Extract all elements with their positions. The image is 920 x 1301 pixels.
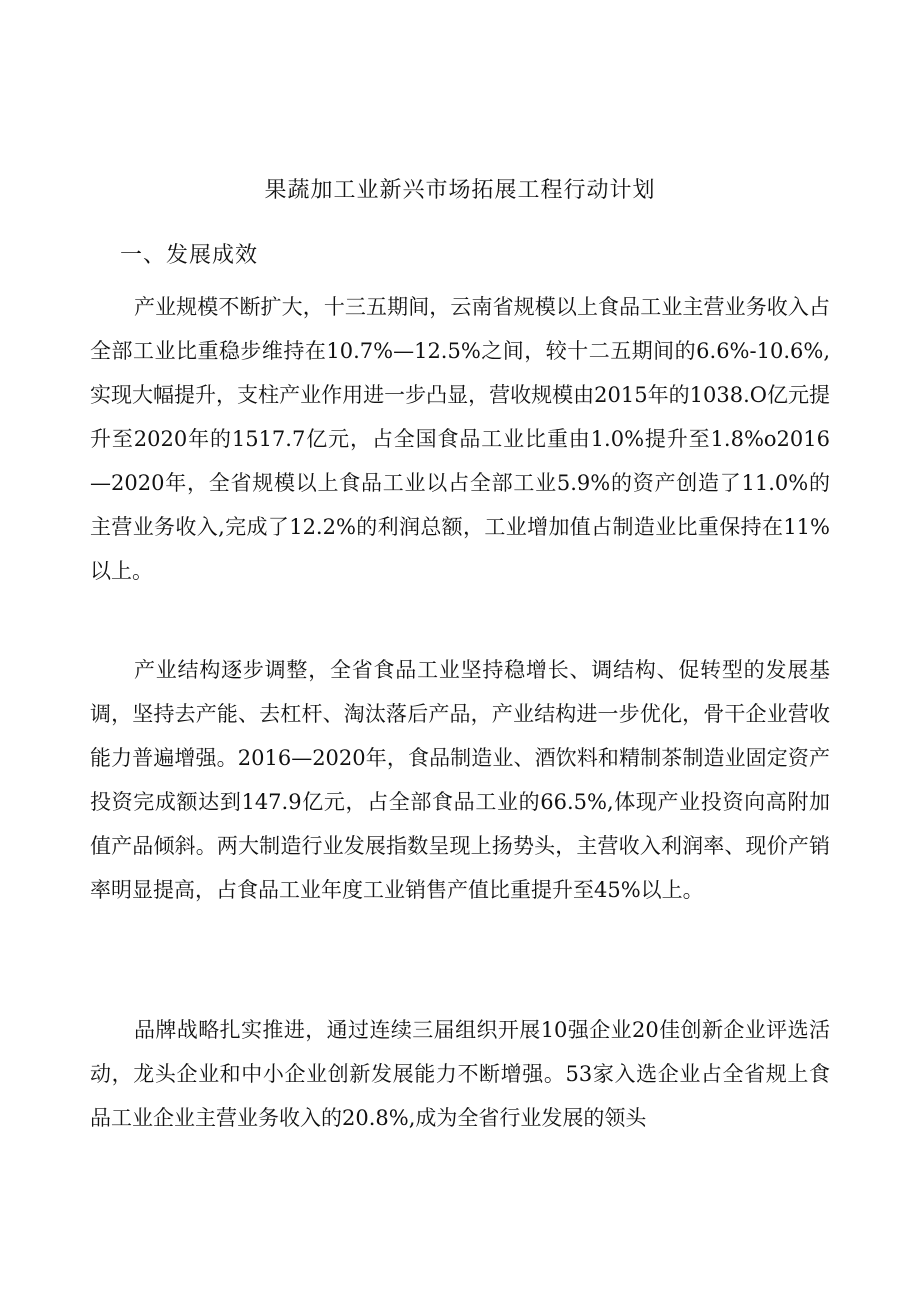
section-heading: 一、发展成效 [120,243,259,268]
document-title: 果蔬加工业新兴市场拓展工程行动计划 [264,178,656,203]
paragraph-industry-scale: 产业规模不断扩大，十三五期间，云南省规模以上食品工业主营业务收入占全部工业比重稳步维持在10.7%—12.5%之间，较十二五期间的6.6%-10.6%,实现大幅提升，支柱产业作用进一步凸显，营收规模由2015年的1038.O亿元提升至2020年的1517.7亿元，占全国食品工业比重由1.0%提升至1.8%o2016—2020年，全省规模以上食品工业以占全部工业5.9%的资产创造了11.0%的主营业务收入,完成了12.2%的利润总额，工业增加值占制造业比重保持在11%以上。 [90,295,830,583]
paragraph-industry-structure: 产业结构逐步调整，全省食品工业坚持稳增长、调结构、促转型的发展基调，坚持去产能、去杠杆、淘汰落后产品，产业结构进一步优化，骨干企业营收能力普遍增强。2016—2020年，食品制造业、酒饮料和精制茶制造业固定资产投资完成额达到147.9亿元，占全部食品工业的66.5%,体现产业投资向高附加值产品倾斜。两大制造行业发展指数呈现上扬势头，主营收入利润率、现价产销率明显提高，占食品工业年度工业销售产值比重提升至45%以上。 [90,658,830,902]
paragraph-brand-strategy: 品牌战略扎实推进，通过连续三届组织开展10强企业20佳创新企业评选活动，龙头企业和中小企业创新发展能力不断增强。53家入选企业占全省规上食品工业企业主营业务收入的20.8%,成为全省行业发展的领头 [90,1018,830,1130]
